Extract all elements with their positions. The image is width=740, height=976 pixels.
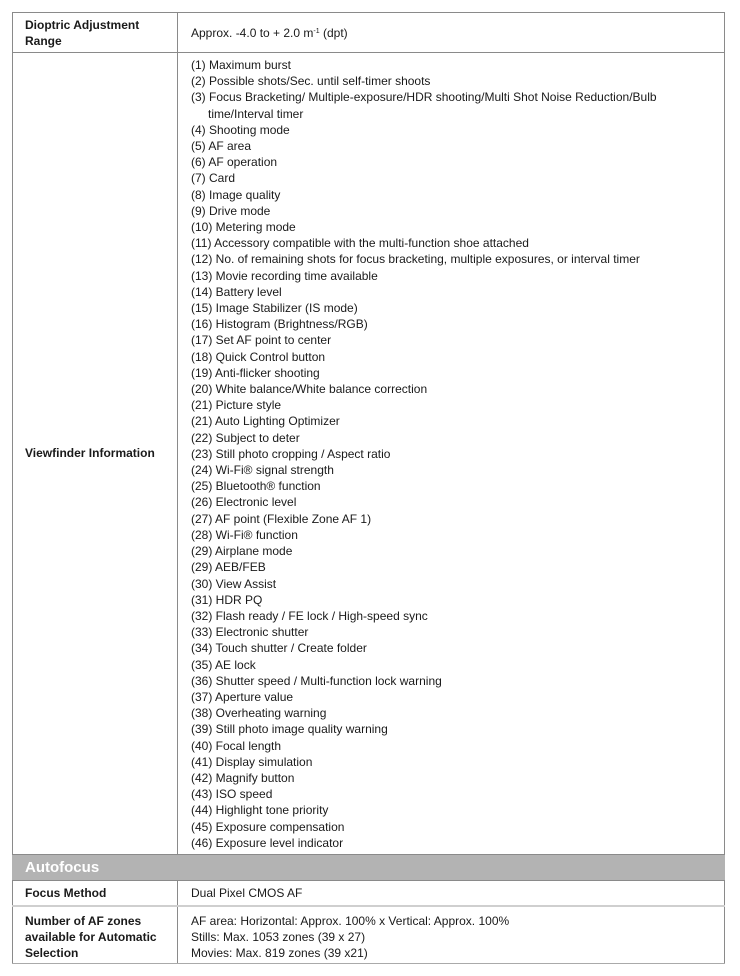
viewfinder-item: (38) Overheating warning [191,706,327,721]
viewfinder-item: (4) Shooting mode [191,122,290,137]
viewfinder-item: (15) Image Stabilizer (IS mode) [191,301,358,316]
viewfinder-item: (40) Focal length [191,738,282,753]
dioptric-unit: (dpt) [319,25,348,40]
spec-label: Dioptric Adjustment Range [13,13,178,53]
viewfinder-item: (8) Image quality [191,187,281,202]
section-title: Autofocus [13,854,725,880]
viewfinder-item: (7) Card [191,171,236,186]
viewfinder-item: (24) Wi-Fi® signal strength [191,463,334,478]
viewfinder-item: (17) Set AF point to center [191,333,332,348]
viewfinder-item: (6) AF operation [191,155,278,170]
viewfinder-item: (45) Exposure compensation [191,819,345,834]
viewfinder-item: (1) Maximum burst [191,58,292,72]
spec-label: Focus Method [13,880,178,906]
viewfinder-item: (35) AE lock [191,657,256,672]
viewfinder-item: (12) No. of remaining shots for focus bracketing, multiple exposures, or interval timer [191,252,640,267]
viewfinder-item-list [191,57,712,851]
viewfinder-item: (37) Aperture value [191,689,294,704]
viewfinder-item: (30) View Assist [191,576,277,591]
dioptric-value: Approx. -4.0 to + 2.0 m [191,25,314,40]
viewfinder-item: (2) Possible shots/Sec. until self-timer shoots [191,74,431,89]
viewfinder-item: (39) Still photo image quality warning [191,722,388,737]
viewfinder-item: (5) AF area [191,139,252,154]
spec-value [178,53,725,855]
viewfinder-item: (10) Metering mode [191,220,296,235]
viewfinder-item: (29) Airplane mode [191,544,293,559]
spec-value [178,13,725,53]
viewfinder-item: (46) Exposure level indicator [191,835,344,850]
viewfinder-item: (19) Anti-flicker shooting [191,365,320,380]
viewfinder-item: (31) HDR PQ [191,592,263,607]
spec-row-focus-method [13,880,725,906]
viewfinder-item: (16) Histogram (Brightness/RGB) [191,317,368,332]
af-zones-line: Movies: Max. 819 zones (39 x21) [191,945,368,960]
viewfinder-item: (25) Bluetooth® function [191,479,321,494]
viewfinder-item: (11) Accessory compatible with the multi-function shoe attached [191,236,529,251]
viewfinder-item: (27) AF point (Flexible Zone AF 1) [191,511,372,526]
viewfinder-item: (20) White balance/White balance correction [191,382,428,397]
af-zones-line: Stills: Max. 1053 zones (39 x 27) [191,929,366,944]
viewfinder-item: (3) Focus Bracketing/ Multiple-exposure/HDR shooting/Multi Shot Noise Reduction/Bulb time/Interval timer [191,90,657,121]
viewfinder-item: (33) Electronic shutter [191,625,309,640]
viewfinder-item: (9) Drive mode [191,203,271,218]
viewfinder-item: (36) Shutter speed / Multi-function lock warning [191,673,442,688]
viewfinder-item: (22) Subject to deter [191,430,300,445]
af-zones-line: AF area: Horizontal: Approx. 100% x Vertical: Approx. 100% [191,913,510,928]
viewfinder-item: (28) Wi-Fi® function [191,527,298,542]
viewfinder-item: (34) Touch shutter / Create folder [191,641,367,656]
viewfinder-item: (42) Magnify button [191,770,295,785]
viewfinder-item: (41) Display simulation [191,754,313,769]
spec-value [178,906,725,964]
viewfinder-item: (44) Highlight tone priority [191,803,329,818]
viewfinder-item: (23) Still photo cropping / Aspect ratio [191,446,391,461]
viewfinder-item: (32) Flash ready / FE lock / High-speed sync [191,608,428,623]
viewfinder-item: (18) Quick Control button [191,349,326,364]
viewfinder-item: (21) Picture style [191,398,282,413]
spec-label: Viewfinder Information [13,53,178,855]
viewfinder-item: (13) Movie recording time available [191,268,378,283]
spec-label: Number of AF zones available for Automatic Selection [13,906,178,964]
spec-table [12,12,725,964]
dioptric-exponent: -1 [313,27,320,35]
viewfinder-item: (21) Auto Lighting Optimizer [191,414,340,429]
spec-value: Dual Pixel CMOS AF [178,880,725,906]
spec-row-viewfinder [13,53,725,855]
viewfinder-item: (29) AEB/FEB [191,560,266,575]
spec-row-dioptric [13,13,725,53]
section-header-autofocus [13,854,725,880]
viewfinder-item: (43) ISO speed [191,787,273,802]
spec-row-af-zones [13,906,725,964]
viewfinder-item: (26) Electronic level [191,495,297,510]
viewfinder-item: (14) Battery level [191,284,282,299]
